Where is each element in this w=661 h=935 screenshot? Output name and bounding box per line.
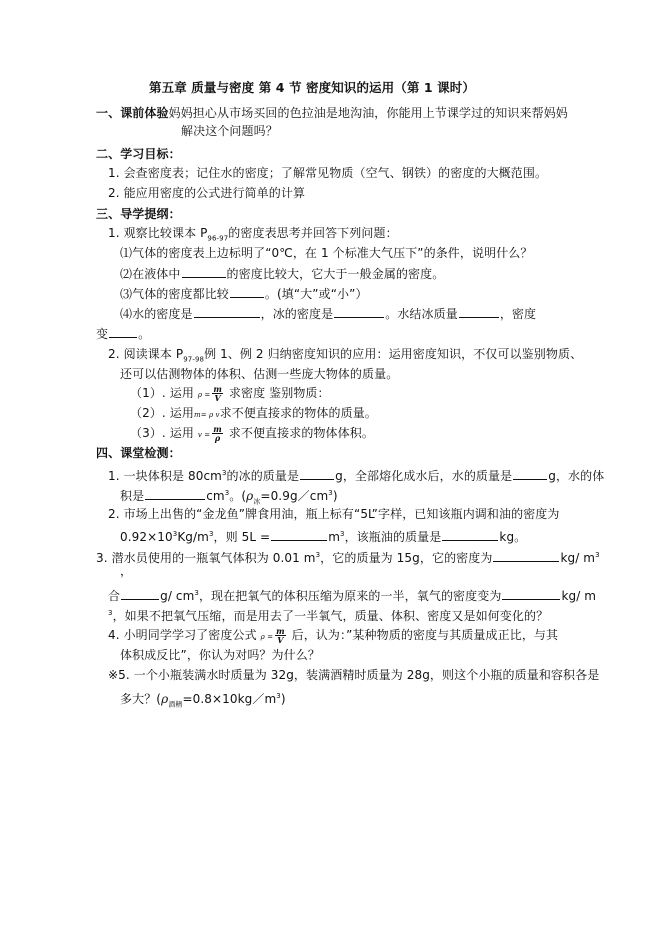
blank-field[interactable] [194,305,260,318]
exercise-2: 2. 市场上出售的“金龙鱼”牌食用油，瓶上标有“5L”字样，已知该瓶内调和油的密度为 [108,507,560,521]
question-1-part-4: ⑷水的密度是 ，冰的密度是 。水结冰质量 ，密度 [120,307,537,321]
exercise-3-cont: 合 g/ $cm^3$，现在把氧气的体积压缩为原来的一半，氧气的密度变为 kg/ m [108,589,597,603]
question-2-cont: 还可以估测物体的体积、估测一些庞大物体的质量。 [120,367,399,381]
usage-1: （1）. 运用 ρ = $\frac{m}{V}$ 求密度 鉴别物质： [130,384,330,403]
section-2-heading: 二、学习目标： [96,147,181,161]
page-title: 第五章 质量与密度 第 4 节 密度知识的运用（第 1 课时） [149,80,475,95]
formula-density: ρ = [197,391,211,399]
usage-3: （3）. 运用 v = $\frac{m}{\rho}$ 求不便直接求的物体体积。 [130,424,374,443]
fraction-m-over-v: $\frac{m}{V}$ [213,384,222,403]
blank-field[interactable] [145,487,205,500]
blank-field[interactable] [459,305,499,318]
usage-2: （2）. 运用m= ρ v求不便直接求的物体的质量。 [130,406,377,420]
fraction-m-over-rho: $\frac{m}{\rho}$ [213,424,222,443]
blank-field[interactable] [230,285,264,298]
exercise-4-cont: 体积成反比”，你认为对吗？为什么？ [120,648,320,662]
exercise-1-cont: 积是 $cm^3$。$(\rho_冰=0.9g/cm^3)$ [120,489,338,506]
fraction-m-over-v: $\frac{m}{V}$ [276,626,285,645]
blank-field[interactable] [300,467,334,480]
question-1-part-1: ⑴气体的密度表上边标明了“0℃，在 1 个标准大气压下”的条件，说明什么？ [120,246,533,260]
exercise-3: 3. 潜水员使用的一瓶氧气体积为 0.01 $m^3$，它的质量为 15g，它的密度为 kg/ $m^3$ [96,551,600,565]
exercise-3-comma: ， [120,564,133,578]
question-1-part-3: ⑶气体的密度都比较 。(填“大”或“小”） [120,287,368,301]
section-1-text-cont: 解决这个问题吗？ [181,124,278,138]
question-1: 1. 观察比较课本 $P_{96-97}$的密度表思考并回答下列问题： [108,226,398,243]
goal-2: 2. 能应用密度的公式进行简单的计算 [108,186,306,200]
section-3-heading: 三、导学提纲： [96,207,181,221]
question-1-part-4-cont: 变 。 [96,327,151,341]
section-1-line [96,105,568,121]
section-1-heading: 一、课前体验 [96,106,169,120]
blank-field[interactable] [502,587,560,600]
exercise-2-cont: $0.92\times 10^3Kg/m^3$，则 $5L = m^3$，该瓶油的质量是 kg。 [120,530,527,544]
formula-mass: m= ρ v [193,411,220,419]
formula-density: ρ = [260,633,274,641]
section-4-heading: 四、课堂检测： [96,446,181,460]
exercise-3-cont-2: $^3$，如果不把氧气压缩，而是用去了一半氧气，质量、体积、密度又是如何变化的？ [108,609,549,623]
question-1-part-2: ⑵在液体中 的密度比较大，它大于一般金属的密度。 [120,267,445,281]
blank-field[interactable] [271,528,327,541]
question-2: 2. 阅读课本 $P_{97-98}$例 1、例 2 归纳密度知识的应用：运用密度知识，不仅可以鉴别物质、 [108,347,583,364]
blank-field[interactable] [109,325,137,338]
section-1-text: 妈妈担心从市场买回的色拉油是地沟油，你能用上节课学过的知识来帮妈妈 [168,106,568,120]
exercise-5-cont: 多大？$(\rho_{酒精}=0.8\times 10kg/m^3)$ [120,692,286,709]
blank-field[interactable] [493,549,559,562]
page-range: 97-98 [183,355,205,364]
exercise-1: 1. 一块体积是 $80cm^3$的冰的质量是 g，全部熔化成水后，水的质量是 g，水的体 [108,469,605,483]
exercise-5: ※5. 一个小瓶装满水时质量为 32g，装满酒精时质量为 28g，则这个小瓶的质量和容积各是 [108,668,600,682]
exercise-4: 4. 小明同学学习了密度公式 ρ = $\frac{m}{V}$ 后，认为：”某种物质的密度与其质量成正比，与其 [108,626,559,645]
blank-field[interactable] [121,587,159,600]
blank-field[interactable] [182,265,226,278]
blank-field[interactable] [442,528,498,541]
blank-field[interactable] [334,305,384,318]
blank-field[interactable] [513,467,547,480]
page-range: 96-97 [207,234,229,243]
formula-volume: v = [197,431,211,439]
goal-1: 1. 会查密度表；记住水的密度；了解常见物质（空气、钢铁）的密度的大概范围。 [108,166,548,180]
